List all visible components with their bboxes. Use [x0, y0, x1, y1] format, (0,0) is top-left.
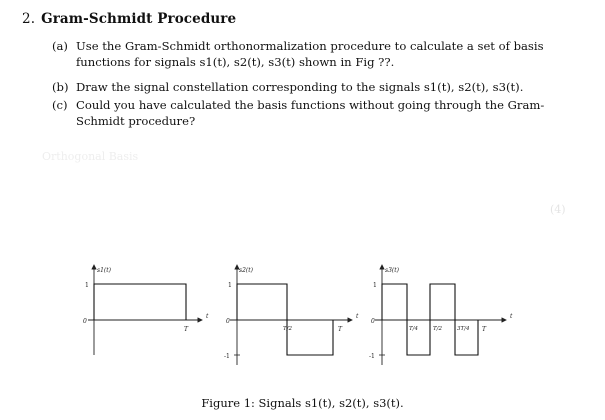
subquestion-label: (c) — [52, 98, 68, 112]
signal-waveform — [237, 284, 333, 355]
subquestion-text: Use the Gram-Schmidt orthonormalization procedure to calculate a set of basis functions for signals s1(t), s2(t), s3(t) shown in Fig ??. — [76, 39, 544, 69]
question-number: 2. — [22, 11, 36, 27]
bleed-through-heading: Orthogonal Basis — [42, 150, 139, 163]
y-label: s1(t) — [97, 267, 111, 274]
subquestion-label: (a) — [52, 39, 68, 53]
x-label: t — [206, 313, 209, 320]
tick-label-T: T — [338, 326, 343, 333]
figure-caption: Figure 1: Signals s1(t), s2(t), s3(t). — [201, 396, 404, 410]
tick-label-T: T — [482, 326, 487, 333]
y-label: s2(t) — [239, 267, 253, 274]
tick-label-3T4: 3T/4 — [457, 326, 470, 332]
tick-label-zero: 0 — [83, 318, 87, 325]
subquestion-label: (b) — [52, 80, 69, 94]
tick-label-zero: 0 — [371, 318, 375, 325]
tick-label-minus-one: -1 — [224, 353, 230, 360]
plot-s3 — [369, 265, 513, 365]
tick-label-T: T — [184, 326, 189, 333]
tick-label-T2: T/2 — [283, 326, 293, 332]
subquestion-text: Could you have calculated the basis functions without going through the Gram-Schmidt procedure? — [76, 98, 545, 128]
tick-label-one: 1 — [85, 282, 89, 289]
subquestion-text: Draw the signal constellation corresponding to the signals s1(t), s2(t), s3(t). — [76, 80, 524, 94]
tick-label-minus-one: -1 — [369, 353, 375, 360]
question-title: Gram-Schmidt Procedure — [41, 11, 237, 27]
tick-label-zero: 0 — [226, 318, 230, 325]
signal-waveform — [94, 284, 186, 320]
bleed-through-mark: (4) — [550, 203, 566, 216]
x-label: t — [356, 313, 359, 320]
x-label: t — [510, 313, 513, 320]
tick-label-one: 1 — [228, 282, 232, 289]
y-label: s3(t) — [385, 267, 399, 274]
tick-label-T4: T/4 — [409, 326, 419, 332]
plot-s1 — [83, 265, 209, 355]
signal-waveform — [382, 284, 478, 355]
tick-label-T2: T/2 — [433, 326, 443, 332]
tick-label-one: 1 — [373, 282, 377, 289]
plot-s2 — [224, 265, 359, 365]
